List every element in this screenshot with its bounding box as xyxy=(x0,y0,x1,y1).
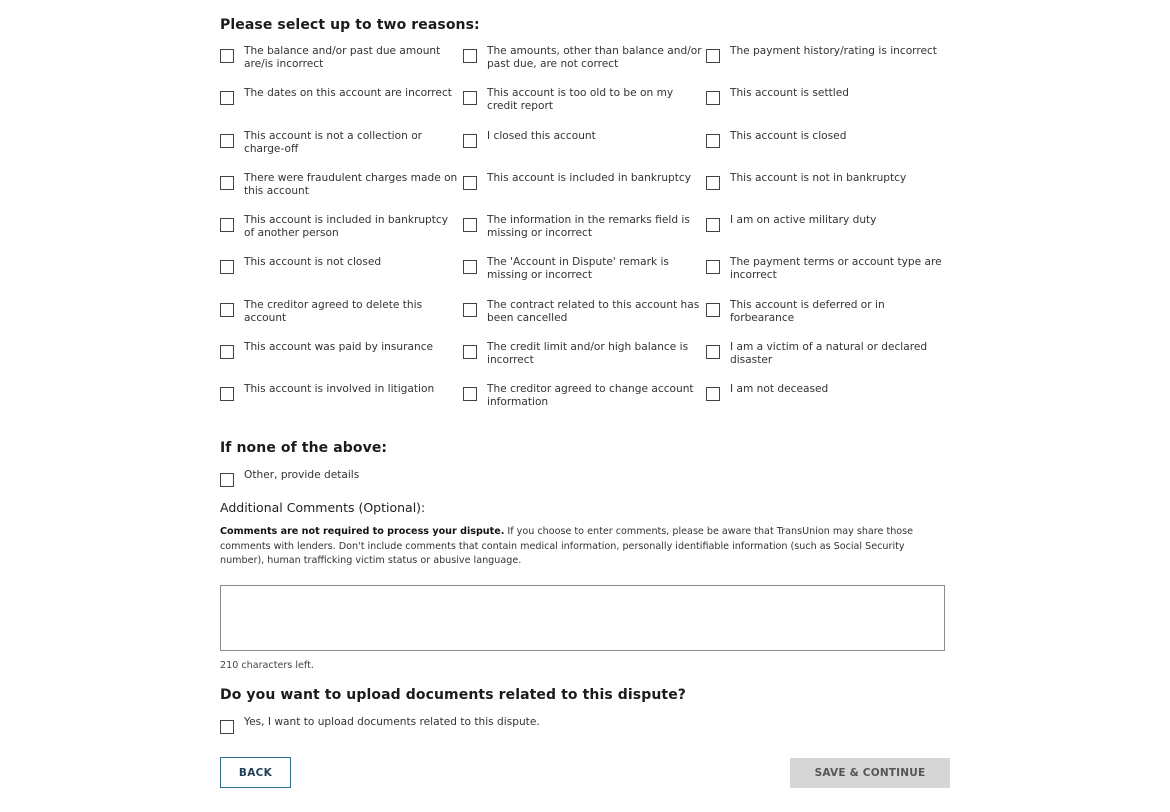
reason-checkbox-not-collection[interactable] xyxy=(220,130,463,172)
checkbox-box[interactable] xyxy=(220,91,234,105)
checkbox-box[interactable] xyxy=(463,387,477,401)
checkbox-box[interactable] xyxy=(220,303,234,317)
back-button[interactable]: BACK xyxy=(220,757,291,788)
reason-checkbox-too-old[interactable] xyxy=(463,87,706,129)
reason-label: This account is included in bankruptcy of another person xyxy=(244,214,449,240)
reason-label: This account is included in bankruptcy xyxy=(487,171,692,184)
reason-checkbox-settled[interactable] xyxy=(706,87,950,129)
reason-label: I am a victim of a natural or declared disaster xyxy=(730,341,928,367)
reason-checkbox-amounts-incorrect[interactable] xyxy=(463,45,706,87)
checkbox-box[interactable] xyxy=(463,218,477,232)
comments-disclaimer-bold: Comments are not required to process your dispute. xyxy=(220,526,505,537)
reason-label: This account is settled xyxy=(730,87,849,100)
reason-checkbox-creditor-delete[interactable] xyxy=(220,299,463,341)
checkbox-box[interactable] xyxy=(463,303,477,317)
reasons-checkbox-grid xyxy=(220,45,950,426)
reasons-title: Please select up to two reasons: xyxy=(220,17,480,33)
reason-checkbox-not-in-bankruptcy[interactable] xyxy=(706,172,950,214)
reason-checkbox-payment-history-incorrect[interactable] xyxy=(706,45,950,87)
reason-label: I closed this account xyxy=(487,129,596,142)
other-label: Other, provide details xyxy=(244,469,360,481)
reason-checkbox-closed[interactable] xyxy=(706,130,950,172)
reason-checkbox-paid-by-insurance[interactable] xyxy=(220,341,463,383)
checkbox-box[interactable] xyxy=(463,345,477,359)
checkbox-box[interactable] xyxy=(220,473,234,487)
reason-checkbox-fraudulent-charges[interactable] xyxy=(220,172,463,214)
reason-label: This account is not closed xyxy=(244,256,382,269)
checkbox-box[interactable] xyxy=(463,134,477,148)
reason-checkbox-in-bankruptcy[interactable] xyxy=(463,172,706,214)
reason-label: This account was paid by insurance xyxy=(244,341,434,354)
reason-checkbox-dispute-remark[interactable] xyxy=(463,256,706,298)
reason-label: The payment terms or account type are incorrect xyxy=(730,256,942,282)
reason-checkbox-balance-incorrect[interactable] xyxy=(220,45,463,87)
reason-label: The 'Account in Dispute' remark is missing or incorrect xyxy=(487,256,669,282)
upload-documents-title: Do you want to upload documents related to this dispute? xyxy=(220,687,687,703)
checkbox-box[interactable] xyxy=(463,176,477,190)
reason-label: This account is closed xyxy=(730,129,847,142)
reason-label: The contract related to this account has been cancelled xyxy=(487,298,700,324)
checkbox-box[interactable] xyxy=(463,49,477,63)
reason-checkbox-creditor-change-info[interactable] xyxy=(463,383,706,425)
checkbox-box[interactable] xyxy=(463,260,477,274)
reason-checkbox-remarks-incorrect[interactable] xyxy=(463,214,706,256)
reason-checkbox-not-closed[interactable] xyxy=(220,256,463,298)
upload-label: Yes, I want to upload documents related to this dispute. xyxy=(244,716,540,728)
reason-label: The creditor agreed to delete this account xyxy=(244,298,423,324)
reason-label: I am on active military duty xyxy=(730,214,877,227)
reason-label: This account is not a collection or charge-off xyxy=(244,129,423,155)
reason-checkbox-bankruptcy-another-person[interactable] xyxy=(220,214,463,256)
checkbox-box[interactable] xyxy=(220,345,234,359)
checkbox-box[interactable] xyxy=(220,176,234,190)
checkbox-box[interactable] xyxy=(463,91,477,105)
reason-checkbox-i-closed[interactable] xyxy=(463,130,706,172)
checkbox-box[interactable] xyxy=(706,387,720,401)
reason-checkbox-payment-terms[interactable] xyxy=(706,256,950,298)
checkbox-box[interactable] xyxy=(220,218,234,232)
checkbox-box[interactable] xyxy=(706,49,720,63)
upload-documents-checkbox[interactable] xyxy=(220,716,544,734)
reason-label: The dates on this account are incorrect xyxy=(244,87,452,100)
checkbox-box[interactable] xyxy=(706,176,720,190)
none-of-above-title: If none of the above: xyxy=(220,440,388,456)
checkbox-box[interactable] xyxy=(220,720,234,734)
reason-label: I am not deceased xyxy=(730,383,829,396)
reason-checkbox-military-duty[interactable] xyxy=(706,214,950,256)
reason-checkbox-not-deceased[interactable] xyxy=(706,383,950,425)
reason-checkbox-litigation[interactable] xyxy=(220,383,463,425)
reason-label: This account is not in bankruptcy xyxy=(730,171,907,184)
checkbox-box[interactable] xyxy=(706,218,720,232)
save-continue-button[interactable]: SAVE & CONTINUE xyxy=(790,758,950,788)
reason-checkbox-credit-limit[interactable] xyxy=(463,341,706,383)
reason-label: This account is involved in litigation xyxy=(244,383,435,396)
checkbox-box[interactable] xyxy=(706,345,720,359)
other-provide-details-checkbox[interactable] xyxy=(220,469,363,487)
reason-label: The creditor agreed to change account information xyxy=(487,383,694,409)
checkbox-box[interactable] xyxy=(706,91,720,105)
characters-left-counter: 210 characters left. xyxy=(220,660,314,671)
reason-label: The credit limit and/or high balance is incorrect xyxy=(487,341,689,367)
checkbox-box[interactable] xyxy=(706,260,720,274)
comments-disclaimer-text: If you choose to enter comments, please be aware that TransUnion may share those comments with lenders. Don't include comments that contain medical information, personally identifiable information (such as Social Security number), human trafficking victim status or abusive language. xyxy=(220,526,914,566)
comments-textarea[interactable] xyxy=(220,585,945,651)
reason-label: This account is too old to be on my credit report xyxy=(487,87,674,113)
checkbox-box[interactable] xyxy=(706,134,720,148)
reason-label: The information in the remarks field is missing or incorrect xyxy=(487,214,690,240)
reason-label: There were fraudulent charges made on this account xyxy=(244,171,458,197)
reason-checkbox-dates-incorrect[interactable] xyxy=(220,87,463,129)
checkbox-box[interactable] xyxy=(220,134,234,148)
reason-checkbox-deferred[interactable] xyxy=(706,299,950,341)
reason-label: The amounts, other than balance and/or past due, are not correct xyxy=(487,45,702,70)
comments-disclaimer xyxy=(220,525,935,569)
reason-label: The balance and/or past due amount are/is incorrect xyxy=(244,45,441,70)
reason-label: This account is deferred or in forbearance xyxy=(730,298,885,324)
checkbox-box[interactable] xyxy=(220,387,234,401)
comments-title: Additional Comments (Optional): xyxy=(220,500,426,515)
checkbox-box[interactable] xyxy=(220,260,234,274)
checkbox-box[interactable] xyxy=(220,49,234,63)
reason-label: The payment history/rating is incorrect xyxy=(730,45,937,57)
reason-checkbox-contract-cancelled[interactable] xyxy=(463,299,706,341)
checkbox-box[interactable] xyxy=(706,303,720,317)
reason-checkbox-disaster-victim[interactable] xyxy=(706,341,950,383)
